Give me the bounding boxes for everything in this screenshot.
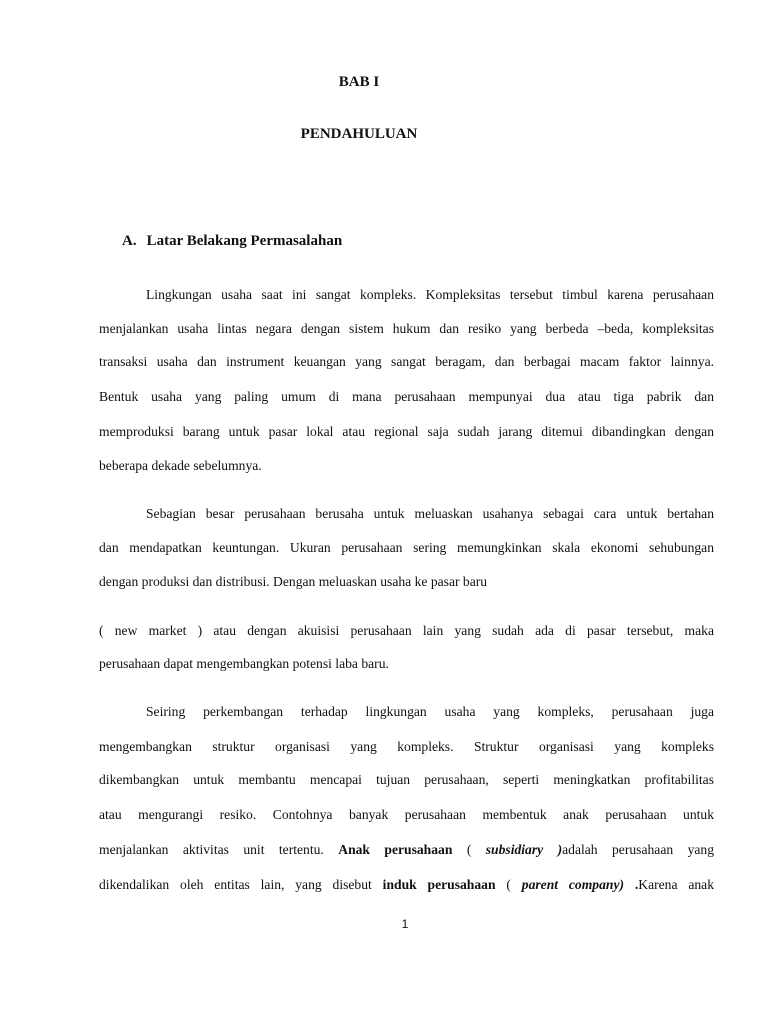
line-text: adalah perusahaan yang <box>562 842 714 857</box>
term-bold: induk perusahaan <box>382 877 496 892</box>
line-text: ( <box>506 877 511 892</box>
chapter-title: PENDAHULUAN <box>300 126 418 142</box>
paragraph-line: ( new market ) atau dengan akuisisi perusahaan lain yang sudah ada di pasar tersebut, maka <box>99 623 714 638</box>
paragraph-line: beberapa dekade sebelumnya. <box>99 458 262 473</box>
paragraph-line: dan mendapatkan keuntungan. Ukuran perusahaan sering memungkinkan skala ekonomi sehubungan <box>99 540 714 555</box>
paragraph-line: Seiring perkembangan terhadap lingkungan usaha yang kompleks, perusahaan juga <box>146 704 714 719</box>
page-number: 1 <box>401 917 409 931</box>
line-text: menjalankan aktivitas unit tertentu. <box>99 842 324 857</box>
paragraph-line: menjalankan usaha lintas negara dengan sistem hukum dan resiko yang berbeda –beda, kompleksitas <box>99 321 714 336</box>
paragraph-line: memproduksi barang untuk pasar lokal atau regional saja sudah jarang ditemui dibandingkan dengan <box>99 424 714 439</box>
chapter-label: BAB I <box>338 74 380 90</box>
paragraph-line: transaksi usaha dan instrument keuangan yang sangat beragam, dan berbagai macam faktor lainnya. <box>99 354 714 369</box>
line-text: ( <box>466 842 472 857</box>
paragraph-line <box>99 876 714 894</box>
paragraph-line: perusahaan dapat mengembangkan potensi laba baru. <box>99 656 389 671</box>
section-number: A. <box>122 233 137 249</box>
paragraph-line: dikembangkan untuk membantu mencapai tujuan perusahaan, seperti meningkatkan profitabilitas <box>99 772 714 787</box>
paragraph-line: Bentuk usaha yang paling umum di mana perusahaan mempunyai dua atau tiga pabrik dan <box>99 389 714 404</box>
section-title: Latar Belakang Permasalahan <box>146 233 343 249</box>
paragraph-line: dengan produksi dan distribusi. Dengan meluaskan usaha ke pasar baru <box>99 574 488 589</box>
paragraph-line: atau mengurangi resiko. Contohnya banyak perusahaan membentuk anak perusahaan untuk <box>99 807 714 822</box>
paragraph-line: mengembangkan struktur organisasi yang kompleks. Struktur organisasi yang kompleks <box>99 739 714 754</box>
line-text: Karena anak <box>638 877 715 892</box>
line-text: . <box>634 877 639 892</box>
paragraph-line <box>99 841 714 859</box>
section-heading <box>122 233 342 250</box>
term-italic: parent company) <box>521 877 624 892</box>
term-bold: Anak perusahaan <box>338 842 453 857</box>
paragraph-line: Sebagian besar perusahaan berusaha untuk meluaskan usahanya sebagai cara untuk bertahan <box>146 506 714 521</box>
paragraph-line: Lingkungan usaha saat ini sangat kompleks. Kompleksitas tersebut timbul karena perusahaan <box>146 287 714 302</box>
line-text: dikendalikan oleh entitas lain, yang disebut <box>99 877 372 892</box>
term-italic: subsidiary ) <box>485 842 563 857</box>
